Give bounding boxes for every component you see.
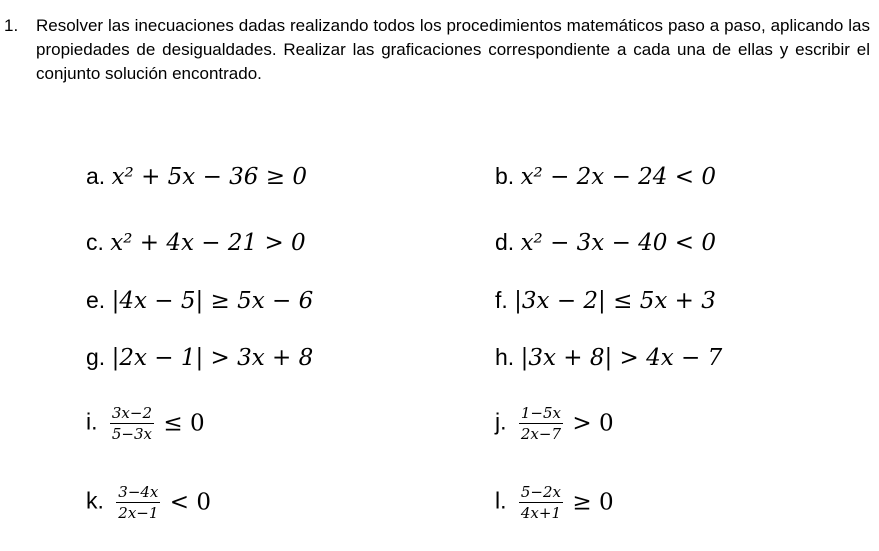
inequality-c xyxy=(86,227,306,258)
inequality-expression: x² − 3x − 40 < 0 xyxy=(520,230,716,256)
item-label: i. xyxy=(86,408,98,435)
inequality-i xyxy=(86,404,205,443)
inequality-l xyxy=(495,483,614,522)
fraction-numerator: 3−4x xyxy=(118,483,159,501)
inequality-k xyxy=(86,483,211,522)
inequality-rest: ≥ 0 xyxy=(572,489,614,516)
fraction xyxy=(110,404,154,443)
inequality-expression: x² + 4x − 21 > 0 xyxy=(110,230,306,256)
inequality-e xyxy=(86,285,313,316)
inequality-rest: < 0 xyxy=(169,489,212,516)
item-label: e. xyxy=(86,287,106,313)
item-label: k. xyxy=(86,487,104,514)
fraction xyxy=(519,404,563,443)
item-label: b. xyxy=(495,163,515,189)
inequality-d xyxy=(495,227,716,258)
inequality-rest: ≤ 0 xyxy=(163,410,205,437)
item-label: h. xyxy=(495,344,515,370)
fraction-numerator: 1−5x xyxy=(520,404,562,422)
inequality-expression: x² − 2x − 24 < 0 xyxy=(520,164,716,190)
inequality-expression: |4x − 5| ≥ 5x − 6 xyxy=(111,288,314,314)
fraction-numerator: 3x−2 xyxy=(111,404,153,422)
inequality-expression: |3x + 8| > 4x − 7 xyxy=(520,345,723,371)
inequality-rest: > 0 xyxy=(572,410,614,437)
fraction xyxy=(519,483,563,522)
inequality-g xyxy=(86,342,313,373)
inequality-a xyxy=(86,161,307,192)
inequality-expression: |3x − 2| ≤ 5x + 3 xyxy=(514,288,716,314)
problem-statement xyxy=(4,14,870,86)
item-label: l. xyxy=(495,487,507,514)
fraction xyxy=(116,483,160,522)
inequality-j xyxy=(495,404,614,443)
fraction-denominator: 2x−7 xyxy=(520,425,562,443)
item-label: f. xyxy=(495,287,508,313)
item-label: d. xyxy=(495,229,515,255)
fraction-numerator: 5−2x xyxy=(520,483,562,501)
inequality-h xyxy=(495,342,722,373)
item-label: j. xyxy=(495,408,507,435)
fraction-denominator: 4x+1 xyxy=(520,504,562,522)
problem-number: 1. xyxy=(4,16,19,35)
item-label: c. xyxy=(86,229,104,255)
item-label: g. xyxy=(86,344,106,370)
fraction-denominator: 2x−1 xyxy=(118,504,159,522)
inequality-expression: |2x − 1| > 3x + 8 xyxy=(111,345,314,371)
inequality-b xyxy=(495,161,716,192)
problem-text: Resolver las inecuaciones dadas realizando todos los procedimientos matemáticos paso a paso, aplicando las propiedades de desigualdades. Realizar las graficaciones correspondiente a cada una de ellas y escribir el conjunto solución encontrado. xyxy=(36,16,870,83)
fraction-denominator: 5−3x xyxy=(111,425,153,443)
item-label: a. xyxy=(86,163,106,189)
inequality-expression: x² + 5x − 36 ≥ 0 xyxy=(111,164,307,190)
inequality-f xyxy=(495,285,716,316)
